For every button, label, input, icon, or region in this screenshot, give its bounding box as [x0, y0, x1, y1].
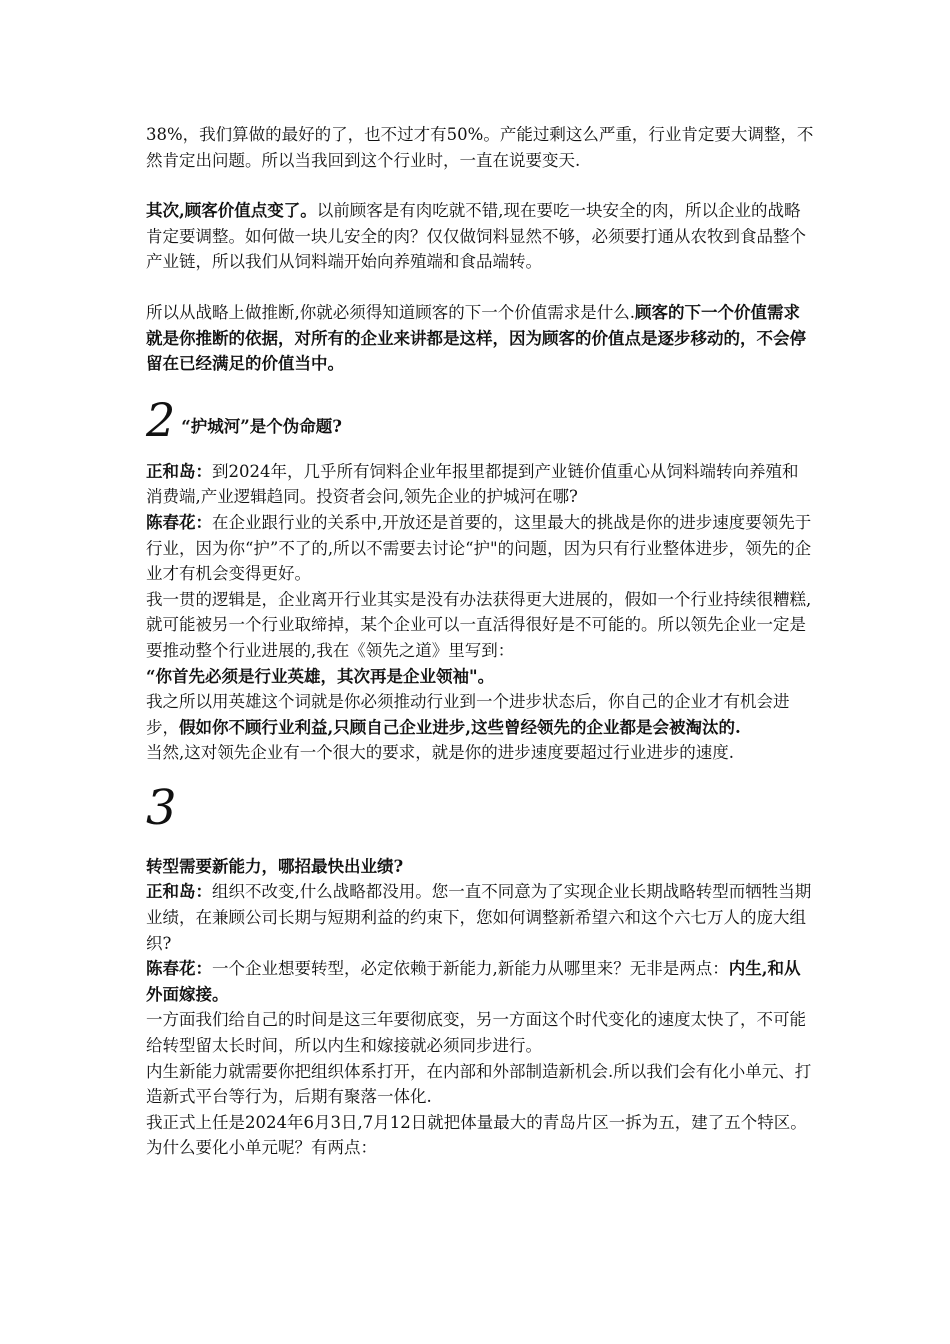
- paragraph-text: 所以从战略上做推断,你就必须得知道顾客的下一个价值需求是什么.: [146, 302, 635, 322]
- paragraph-strategy-inference: [146, 300, 814, 377]
- answer-paragraph: [146, 510, 814, 587]
- paragraph-timing: 一方面我们给自己的时间是这三年要彻底变，另一方面这个时代变化的速度太快了，不可能给转型留太长时间，所以内生和嫁接就必须同步进行。: [146, 1010, 806, 1056]
- quote-paragraph: [146, 664, 814, 690]
- paragraph-new-capability: 内生新能力就需要你把组织体系打开，在内部和外部制造新机会.所以我们会有化小单元、打造新式平台等行为，后期有聚落一体化.: [146, 1061, 812, 1107]
- article-body: [146, 122, 814, 1161]
- paragraph-text: 以前顾客是有肉吃就不错,现在要吃一块安全的肉，所以企业的战略肯定要调整。如何做一块儿安全的肉？仅仅做饲料显然不够，必须要打通从农牧到食品整个产业链，所以我们从饲料端开始向养殖端和食品端转。: [146, 201, 806, 272]
- section-number: 2: [146, 392, 176, 447]
- speaker-label: 陈春花：: [146, 512, 212, 532]
- section-title-text: 转型需要新能力，哪招最快出业绩?: [146, 856, 404, 876]
- bold-lead: 其次,顾客价值点变了。: [146, 201, 317, 221]
- section-2-heading: [146, 392, 814, 447]
- answer-text: 一个企业想要转型，必定依赖于新能力,新能力从哪里来？无非是两点：: [212, 959, 729, 979]
- speaker-label: 陈春花：: [146, 959, 212, 979]
- paragraph-requirement: 当然,这对领先企业有一个很大的要求，就是你的进步速度要超过行业进步的速度.: [146, 743, 734, 763]
- question-text: 到2024年，几乎所有饲料企业年报里都提到产业链价值重心从饲料端转向养殖和消费端,产业逻辑趋同。投资者会问,领先企业的护城河在哪?: [146, 461, 799, 507]
- paragraph-customer-value: [146, 198, 814, 275]
- section-title: [146, 854, 814, 880]
- question-text: 组织不改变,什么战略都没用。您一直不同意为了实现企业长期战略转型而牺牲当期业绩，在兼顾公司长期与短期利益的约束下，您如何调整新希望六和这个六七万人的庞大组织?: [146, 882, 812, 953]
- paragraph-overcapacity: 38%，我们算做的最好的了，也不过才有50%。产能过剩这么严重，行业肯定要大调整，不然肯定出问题。所以当我回到这个行业时，一直在说要变天.: [146, 125, 814, 170]
- speaker-label: 正和岛：: [146, 882, 212, 902]
- section-number: 3: [146, 779, 177, 836]
- speaker-label: 正和岛：: [146, 461, 212, 481]
- quote-text: “你首先必须是行业英雄，其次再是企业领袖"。: [146, 666, 495, 686]
- bold-emphasis: 假如你不顾行业利益,只顾自己企业进步,这些曾经领先的企业都是会被淘汰的.: [179, 717, 741, 737]
- question-paragraph: [146, 459, 814, 510]
- paragraph-qingdao: 我正式上任是2024年6月3日,7月12日就把体量最大的青岛片区一拆为五，建了五个特区。为什么要化小单元呢？有两点：: [146, 1112, 807, 1158]
- paragraph-hero: [146, 689, 814, 740]
- answer-paragraph: [146, 956, 814, 1007]
- bold-emphasis: 顾客的下一个价值需求就是你推断的依据，对所有的企业来讲都是这样，因为顾客的价值点是逐步移动的，不会停留在已经满足的价值当中。: [146, 302, 806, 374]
- answer-text: 在企业跟行业的关系中,开放还是首要的，这里最大的挑战是你的进步速度要领先于行业，因为你“护”不了的,所以不需要去讨论“护"的问题，因为只有行业整体进步，领先的企业才有机会变得更好。: [146, 512, 812, 584]
- section-3-heading: [146, 779, 814, 840]
- section-title: “护城河”是个伪命题?: [181, 416, 342, 436]
- paragraph-logic: 我一贯的逻辑是，企业离开行业其实是没有办法获得更大进展的，假如一个行业持续很糟糕,就可能被另一个行业取缔掉，某个企业可以一直活得很好是不可能的。所以领先企业一定是要推动整个行业进展的,我在《领先之道》里写到：: [146, 589, 812, 660]
- bold-emphasis: 内生,和从外面嫁接。: [146, 959, 801, 1004]
- question-paragraph: [146, 879, 814, 956]
- paragraph-text: 我之所以用英雄这个词就是你必须推动行业到一个进步状态后，你自己的企业才有机会进步，: [146, 692, 790, 737]
